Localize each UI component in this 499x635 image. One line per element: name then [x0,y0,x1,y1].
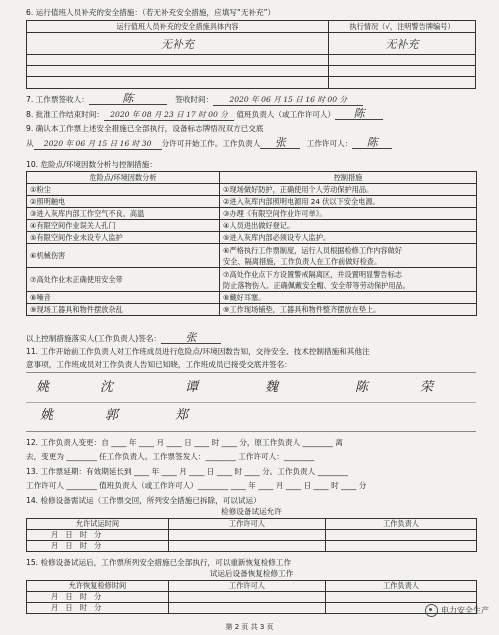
s14-caption: 检修设备试运允许 [221,507,282,516]
s10-measure: ③办理《有限空间作业许可单》。 [220,208,477,220]
s9-leader: 张 [260,138,300,149]
s7-signer: 陈 [89,94,167,105]
s10-col2: 控制措施 [220,172,477,184]
s8-label: 8. 批准工作结束时间： [26,110,105,119]
s10-signer: 张 [161,333,221,344]
s14-col-leader: 工作负责人 [326,519,477,530]
crew-signature: 魏 [265,380,279,395]
s10-measure: ⑦高处作业点下方设置警戒隔离区，并设置明显警告标志 [223,269,402,279]
s8-duty-label: 值班负责人（或工作许可人） [236,110,336,119]
s7-time-label: 签收时间： [175,95,214,104]
s10-measure: ⑧戴好耳塞。 [220,292,477,304]
s14-table [26,518,477,552]
s15-table [26,580,477,614]
s6-title: 6. 运行值班人员补充的安全措施：（若无补充安全措施，应填写“无补充”） [26,8,276,17]
s15-col-permitter: 工作许可人 [169,581,326,592]
s10-hazard: ⑥机械伤害 [27,244,220,268]
s14-row-time: 月 日 时 分 [27,541,169,552]
s10-measure: ⑥严格执行工作票制度，运行人员根据检修工作内容做好 [223,245,402,255]
s14-col-permitter: 工作许可人 [169,519,326,530]
s10-hazard: ⑤有限空间作业未设专人监护 [27,232,220,244]
s14-title: 14. 检修设备需试运（工作票交回，所列安全措施已拆除，可以试运） [26,496,261,505]
s7-time: 2020 年 06 月 15 日 16 时 00 分 [213,95,363,106]
s10-hazard: ④有限空间作业误关人孔门 [27,220,220,232]
s10-hazard: ⑨现场工器具和物件摆放杂乱 [27,304,220,316]
s6-val1: 无补充 [161,37,194,51]
s9-line1: 9. 确认本工作票上述安全措施已全部执行，设备标志牌悟况双方已交底 [26,124,264,133]
s10-signer-line [26,333,221,344]
s9-permitter: 陈 [352,138,392,149]
s8-line [26,109,383,121]
s10-measure: ⑤进入灰库内部必须设专人监护。 [220,232,477,244]
s13-line1: 13. 工作票延期：有效期延长到 ____ 年 ____ 月 ____ 日 ____ 时 ____ 分。工作负责人 ________ [26,467,349,476]
s10-hazard: ⑧噪音 [27,292,220,304]
s10-signer-label: 以上控制措施落实人(工作负责人)签名： [26,334,162,343]
s8-signer: 陈 [335,109,383,120]
s15-col-leader: 工作负责人 [326,581,477,592]
crew-signature: 谭 [185,380,199,395]
s11-signature-area [26,372,476,432]
s14-col-time: 允许试运时间 [27,519,169,530]
crew-signature: 荣 [420,380,434,395]
watermark-text: 电力安全生产 [441,606,489,615]
crew-signature: 郭 [105,408,119,423]
s10-col1: 危险点/环境因数分析 [27,172,220,184]
s11-line1: 11. 工作开始前工作负责人对工作班成员进行危险点/环境因数告知，交待安全、技术控制措施和其他注 [26,347,370,356]
s15-row-time: 月 日 时 分 [27,592,169,603]
s10-measure: ④人员进出做好登记。 [220,220,477,232]
s6-val2: 无补充 [385,37,419,51]
s10-hazard: ③进入灰库内部工作空气不良、高温 [27,208,220,220]
s12-line1: 12. 工作负责人变更：自 ____ 年 ____ 月 ____ 日 ____ 时 ____ 分，原工作负责人 ________ 离 [26,438,343,447]
s15-title: 15. 检修设备试运后，工作票所列安全措施已全部执行，可以重新恢复检修工作 [26,558,292,567]
s9-permit-label: 工作许可人： [306,139,353,148]
crew-signature: 陈 [355,380,369,395]
s10-measure-cont: 防止落物伤人。正确佩戴安全帽、安全带等劳动保护用品。 [223,280,410,290]
s7-line [26,94,363,106]
page-number: 第 2 页 共 3 页 [225,623,274,631]
s10-measure-cont: 安全、隔离措施，工作负责人在工作前做好检查。 [223,256,382,266]
s13-line2: 工作许可人 ________ 值班负责人（或工作许可人）________ ____ 年 ____ 月 ____ 日 ____ 时 ____ 分 [26,481,367,490]
s9-time: 2020 年 06 月 15 日 16 时 30 [34,139,162,150]
crew-signature: 沈 [100,380,114,395]
s12-line2: 去，变更为 ________ 任工作负责人。工作票签发人：________ 工作许可人：________ [26,452,315,461]
crew-signature: 姚 [40,408,54,423]
wechat-icon [425,604,438,617]
crew-signature: 郑 [175,408,189,423]
s9-line2 [26,138,392,150]
s6-col1: 运行值班人员补充的安全措施具体内容 [27,21,329,33]
s10-measure: ①现场做好防护，正确使用个人劳动保护用品。 [220,184,477,196]
s9-prefix: 从 [26,139,34,148]
watermark [425,604,489,617]
s11-line2: 意事项，工作班成员对工作负责人告知已知晓，工作班成员已接受交底并签名： [26,360,292,369]
s10-hazard: ①粉尘 [27,184,220,196]
s8-time: 2020 年 08 月 23 日 17 时 00 分 [104,110,234,121]
s15-row-time: 月 日 时 分 [27,603,169,614]
s6-table [26,20,476,89]
s15-caption: 试运后设备恢复检修工作 [209,569,294,578]
s9-mid: 分许可开始工作。工作负责人 [161,139,261,148]
s6-col2: 执行情况（√，注明警告牌编号） [329,21,476,33]
s10-title: 10. 危险点/环境因数分析与控制措施： [26,160,157,169]
s10-hazard: ⑦高处作业未正确使用安全带 [27,268,220,292]
crew-signature: 姚 [36,380,50,395]
s10-measure: ⑨工作现场铺垫，工器具和物件整齐摆放在垫上。 [220,304,477,316]
s10-table [26,171,477,316]
s14-row-time: 月 日 时 分 [27,530,169,541]
s10-measure: ②进入灰库内部照明电源用 24 伏以下安全电源。 [220,196,477,208]
s7-label: 7. 工作票签收人： [26,95,89,104]
s10-hazard: ②照明触电 [27,196,220,208]
s15-col-time: 允许恢复检修时间 [27,581,169,592]
